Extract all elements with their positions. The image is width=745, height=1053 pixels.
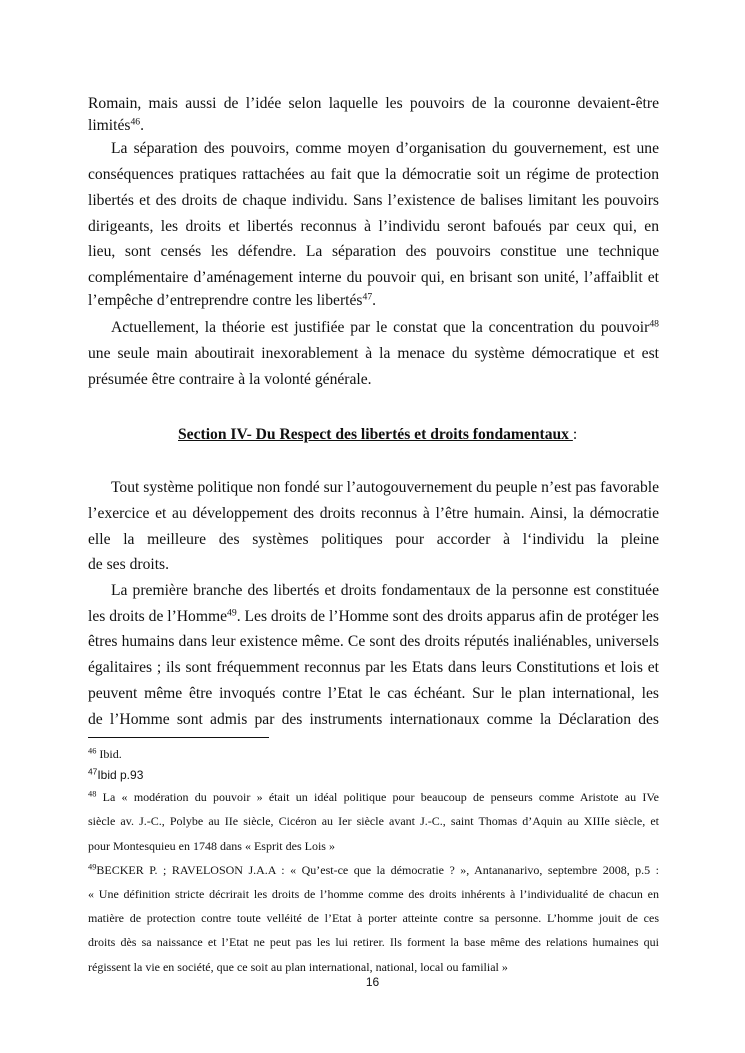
footnote-reference: 48 — [649, 318, 659, 330]
text-line — [88, 242, 659, 262]
line-text: . — [372, 292, 377, 309]
line-text: de l’Homme sont admis par des instruments internationaux comme la Déclaration des — [88, 711, 659, 728]
line-text: lieu, sont censés les défendre. La séparation des pouvoirs constitue une technique — [88, 243, 659, 260]
line-text: siècle av. J.-C., Polybe au IIe siècle, Cicéron au Ier siècle avant J.-C., saint Thomas d’Aquin au XIIIe siècle, et — [88, 814, 659, 828]
text-line — [88, 268, 659, 288]
line-text: Tout système politique non fondé sur l’autogouvernement du peuple n’est pas favorable — [111, 479, 659, 496]
text-line — [88, 710, 659, 730]
footnote-number: 49 — [88, 862, 97, 872]
footnote-line — [88, 811, 659, 831]
line-text: de ses droits. — [88, 556, 169, 573]
section-heading-colon: : — [572, 426, 578, 443]
section-heading — [178, 426, 577, 444]
line-text: dirigeants, les droits et libertés reconnus à l’individu seront bafoués par ceux qui, en — [88, 218, 659, 235]
line-text: Actuellement, la théorie est justifiée par le constat que la concentration du pouvoir — [111, 319, 650, 336]
text-line — [88, 217, 659, 237]
text-line — [88, 344, 659, 364]
footnote-line — [88, 957, 659, 977]
text-line — [88, 632, 659, 652]
page-number: 16 — [365, 975, 380, 989]
text-line — [88, 684, 659, 704]
line-text: peuvent même être invoqués contre l’Etat le cas échéant. Sur le plan international, les — [88, 685, 659, 702]
line-text: êtres humains dans leur existence même. Ce sont des droits réputés inaliénables, universels — [88, 633, 659, 650]
text-line — [88, 116, 659, 136]
line-text: Ibid p.93 — [97, 768, 144, 782]
line-text: elle la meilleure des systèmes politiques pour accorder à l‘individu la pleine — [88, 531, 659, 548]
line-text: une seule main aboutirait inexorablement à la menace du système démocratique et est — [88, 345, 659, 362]
line-text: complémentaire d’aménagement interne du pouvoir qui, en brisant son unité, l’affaiblit et — [88, 269, 659, 286]
line-text: Romain, mais aussi de l’idée selon laquelle les pouvoirs de la couronne devaient-être — [88, 95, 659, 112]
text-line — [88, 291, 659, 311]
footnote-line — [88, 836, 659, 856]
line-text: l’empêche d’entreprendre contre les libertés — [88, 292, 363, 309]
line-text: égalitaires ; ils sont fréquemment reconnus par les Etats dans leurs Constitutions et lois et — [88, 659, 659, 676]
text-line — [88, 530, 659, 550]
footnote-reference: 47 — [362, 291, 373, 303]
line-text: . — [140, 117, 145, 134]
line-text: « Une définition stricte décrirait les droits de l’homme comme des droits inhérents à l’individualité de chacun en — [88, 887, 659, 901]
line-text: libertés et des droits de chaque individu. Sans l’existence de balises limitant les pouvoirs — [88, 192, 659, 209]
text-line — [88, 370, 659, 390]
line-text: matière de protection contre toute velléité de l’Etat à porter atteinte contre sa personne. L’homme jouit de ces — [88, 911, 659, 925]
line-text: l’exercice et au développement des droits reconnus à l’être humain. Ainsi, la démocratie — [88, 505, 659, 522]
footnote-reference: 49 — [227, 607, 237, 619]
line-text: limités — [88, 117, 131, 134]
footnote-line — [88, 787, 659, 807]
footnote-line — [88, 908, 659, 928]
text-line — [88, 94, 659, 114]
text-line — [111, 478, 659, 498]
footnote-line — [88, 932, 659, 952]
line-text: La « modération du pouvoir » était un idéal politique pour beaucoup de penseurs comme Aristote au IVe — [96, 790, 659, 804]
text-line — [88, 165, 659, 185]
line-text: . Les droits de l’Homme sont des droits apparus afin de protéger les — [236, 608, 659, 625]
footnote-number: 46 — [88, 746, 97, 756]
line-text: droits dès sa naissance et l’Etat ne peut pas les lui retirer. Ils forment la base même des relations humaines qui — [88, 935, 659, 949]
line-text: BECKER P. ; RAVELOSON J.A.A : « Qu’est-ce que la démocratie ? », Antananarivo, septembre 2008, p.5 : — [96, 863, 659, 877]
text-line — [111, 139, 659, 159]
line-text: pour Montesquieu en 1748 dans « Esprit des Lois » — [88, 839, 335, 853]
text-line — [111, 581, 659, 601]
line-text: Ibid. — [96, 747, 122, 761]
text-line — [88, 607, 659, 627]
line-text: régissent la vie en société, que ce soit au plan international, national, local ou familial » — [88, 960, 508, 974]
footnote-line — [88, 765, 659, 785]
line-text: La première branche des libertés et droits fondamentaux de la personne est constituée — [111, 582, 659, 599]
text-line — [111, 318, 659, 338]
text-line — [88, 191, 659, 211]
line-text: La séparation des pouvoirs, comme moyen d’organisation du gouvernement, est une — [111, 140, 659, 157]
footnote-line — [88, 860, 659, 880]
line-text: présumée être contraire à la volonté générale. — [88, 371, 372, 388]
footnote-line — [88, 884, 659, 904]
line-text: les droits de l’Homme — [88, 608, 228, 625]
line-text: conséquences pratiques rattachées au fait que la démocratie soit un régime de protection — [88, 166, 659, 183]
footnote-separator — [88, 737, 269, 738]
text-line — [88, 555, 659, 575]
text-line — [88, 504, 659, 524]
text-line — [88, 658, 659, 678]
footnote-reference: 46 — [130, 116, 141, 128]
section-heading-title: Section IV- Du Respect des libertés et droits fondamentaux — [178, 426, 573, 443]
footnote-line — [88, 744, 659, 764]
footnote-number: 47 — [88, 766, 98, 777]
footnote-number: 48 — [88, 789, 97, 799]
